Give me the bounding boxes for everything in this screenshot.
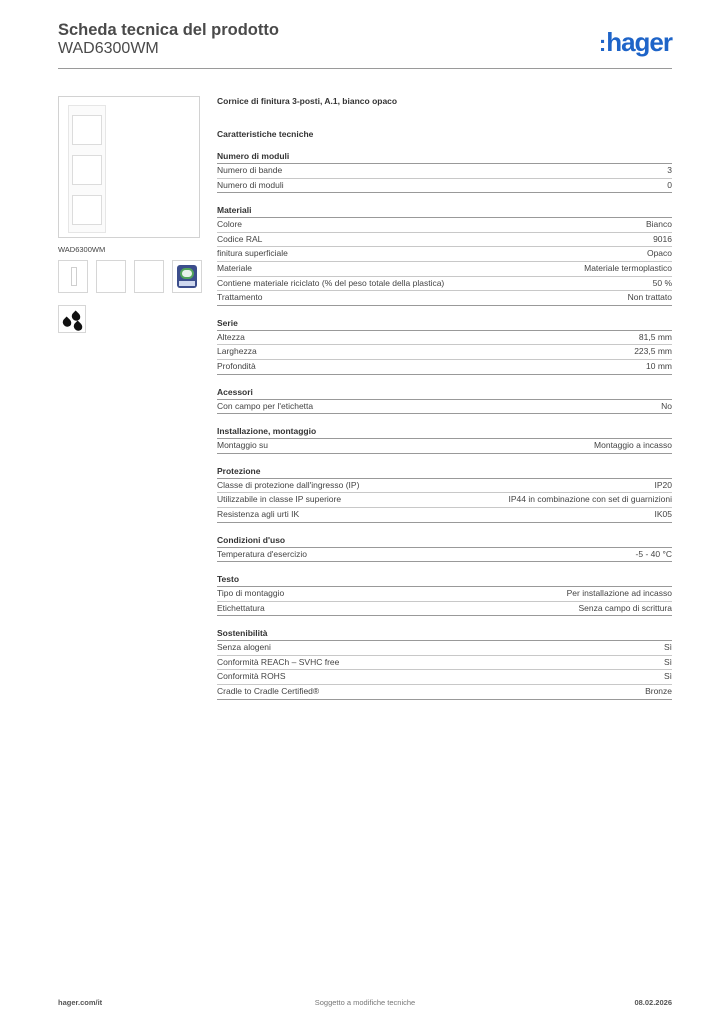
spec-value: 10 mm: [646, 360, 672, 371]
spec-row: [217, 331, 672, 346]
spec-row: [217, 164, 672, 179]
page-footer: [58, 998, 672, 1010]
spec-group-title: Protezione: [217, 466, 672, 479]
frame-plate-icon: [68, 105, 106, 233]
spec-row: [217, 656, 672, 671]
spec-row: [217, 233, 672, 248]
frame-window-icon: [72, 195, 102, 225]
spec-group-title: Testo: [217, 574, 672, 587]
spec-group-title: Sostenibilità: [217, 628, 672, 641]
frame-thumbnail-icon[interactable]: [58, 260, 88, 293]
frame-mini-icon: [71, 267, 77, 286]
spec-value: 0: [667, 179, 672, 190]
logo-text: hager: [606, 27, 672, 57]
logo-colon: :: [598, 31, 606, 56]
page-header: [58, 20, 672, 70]
spec-value: No: [661, 400, 672, 411]
frame-thumbnail-icon[interactable]: [96, 260, 126, 293]
section-title: Caratteristiche tecniche: [217, 129, 314, 139]
spec-value: Senza campo di scrittura: [578, 602, 672, 613]
spec-group: [217, 387, 672, 415]
spec-group: [217, 151, 672, 193]
spec-row: [217, 602, 672, 617]
spec-row: [217, 685, 672, 700]
spec-value: -5 - 40 °C: [635, 548, 672, 559]
spec-label: Larghezza: [217, 346, 257, 357]
spec-value: 223,5 mm: [634, 346, 672, 357]
page-title: Scheda tecnica del prodotto: [58, 21, 279, 39]
spec-label: Conformità REACh – SVHC free: [217, 656, 340, 667]
spec-label: Resistenza agli urti IK: [217, 508, 300, 519]
spec-label: Conformità ROHS: [217, 671, 286, 682]
spec-group-title: Acessori: [217, 387, 672, 400]
spec-group-title: Installazione, montaggio: [217, 426, 672, 439]
spec-label: Profondità: [217, 360, 256, 371]
spec-value: IP44 in combinazione con set di guarnizioni: [508, 494, 672, 505]
spec-value: Bronze: [645, 686, 672, 697]
spec-group-title: Materiali: [217, 205, 672, 218]
spec-value: Non trattato: [627, 292, 672, 303]
spec-value: Bianco: [646, 219, 672, 230]
spec-row: [217, 670, 672, 685]
spec-row: [217, 247, 672, 262]
spec-value: 81,5 mm: [638, 331, 672, 342]
spec-row: [217, 400, 672, 415]
spec-value: Materiale termoplastico: [584, 262, 672, 273]
spec-group: [217, 466, 672, 523]
spec-value: Sì: [663, 656, 672, 667]
frame-window-icon: [72, 115, 102, 145]
spec-label: Senza alogeni: [217, 642, 271, 653]
spec-row: [217, 479, 672, 494]
product-image[interactable]: [58, 96, 200, 238]
header-divider: [58, 68, 672, 69]
spec-row: [217, 277, 672, 292]
spec-group: [217, 628, 672, 699]
spec-group: [217, 318, 672, 375]
spec-group: [217, 205, 672, 306]
spec-label: Contiene materiale riciclato (% del peso totale della plastica): [217, 277, 445, 288]
spec-row: [217, 548, 672, 563]
spec-label: Cradle to Cradle Certified®: [217, 686, 320, 697]
spec-row: [217, 439, 672, 454]
spec-label: Montaggio su: [217, 440, 269, 451]
spec-row: [217, 291, 672, 306]
footer-date: 08.02.2026: [634, 998, 672, 1007]
spec-groups: [217, 151, 672, 700]
spec-value: Per installazione ad incasso: [566, 588, 672, 599]
product-name: Cornice di finitura 3-posti, A.1, bianco opaco: [217, 96, 398, 106]
spec-label: Tipo di montaggio: [217, 588, 285, 599]
specifications: [217, 96, 672, 700]
spec-value: IK05: [654, 508, 672, 519]
spec-value: 50 %: [652, 277, 672, 288]
footer-note: Soggetto a modifiche tecniche: [314, 998, 416, 1007]
product-reference: WAD6300WM: [58, 40, 159, 57]
certification-badge-icon: [177, 265, 197, 288]
spec-label: finitura superficiale: [217, 248, 288, 259]
spec-value: Opaco: [646, 248, 672, 259]
spec-row: [217, 493, 672, 508]
spec-label: Numero di bande: [217, 165, 283, 175]
spec-label: Utilizzabile in classe IP superiore: [217, 494, 342, 505]
spec-label: Codice RAL: [217, 233, 263, 244]
spec-value: Montaggio a incasso: [594, 440, 672, 451]
spec-row: [217, 345, 672, 360]
thumbnail-strip: [58, 260, 208, 294]
drop-icon: [72, 320, 84, 332]
spec-row: [217, 179, 672, 194]
spec-label: Numero di moduli: [217, 179, 284, 190]
water-drops-icon[interactable]: [58, 305, 86, 333]
frame-window-icon: [72, 155, 102, 185]
spec-label: Con campo per l'etichetta: [217, 400, 314, 411]
spec-label: Colore: [217, 219, 243, 230]
badge-ring-icon: [180, 268, 194, 279]
badge-foot-icon: [179, 281, 195, 286]
spec-row: [217, 218, 672, 233]
spec-value: 9016: [653, 233, 672, 244]
spec-group: [217, 574, 672, 616]
frame-thumbnail-icon[interactable]: [134, 260, 164, 293]
spec-label: Trattamento: [217, 292, 263, 303]
spec-value: Sì: [663, 642, 672, 653]
spec-value: Sì: [663, 671, 672, 682]
spec-group-title: Serie: [217, 318, 672, 331]
spec-group: [217, 535, 672, 563]
spec-value: 3: [667, 165, 672, 175]
spec-label: Temperatura d'esercizio: [217, 548, 307, 559]
spec-label: Classe di protezione dall'ingresso (IP): [217, 479, 360, 490]
spec-label: Materiale: [217, 262, 252, 273]
footer-website-link[interactable]: hager.com/it: [58, 998, 103, 1007]
spec-group-title: Numero di moduli: [217, 151, 672, 164]
spec-row: [217, 508, 672, 523]
spec-group-title: Condizioni d'uso: [217, 535, 672, 548]
cradle-to-cradle-certified-icon[interactable]: [172, 260, 202, 293]
spec-row: [217, 262, 672, 277]
spec-label: Altezza: [217, 331, 245, 342]
product-image-caption: WAD6300WM: [58, 245, 106, 254]
spec-label: Etichettatura: [217, 602, 265, 613]
spec-value: IP20: [654, 479, 672, 490]
spec-row: [217, 641, 672, 656]
spec-group: [217, 426, 672, 454]
spec-row: [217, 587, 672, 602]
hager-logo[interactable]: [599, 28, 672, 58]
spec-row: [217, 360, 672, 375]
